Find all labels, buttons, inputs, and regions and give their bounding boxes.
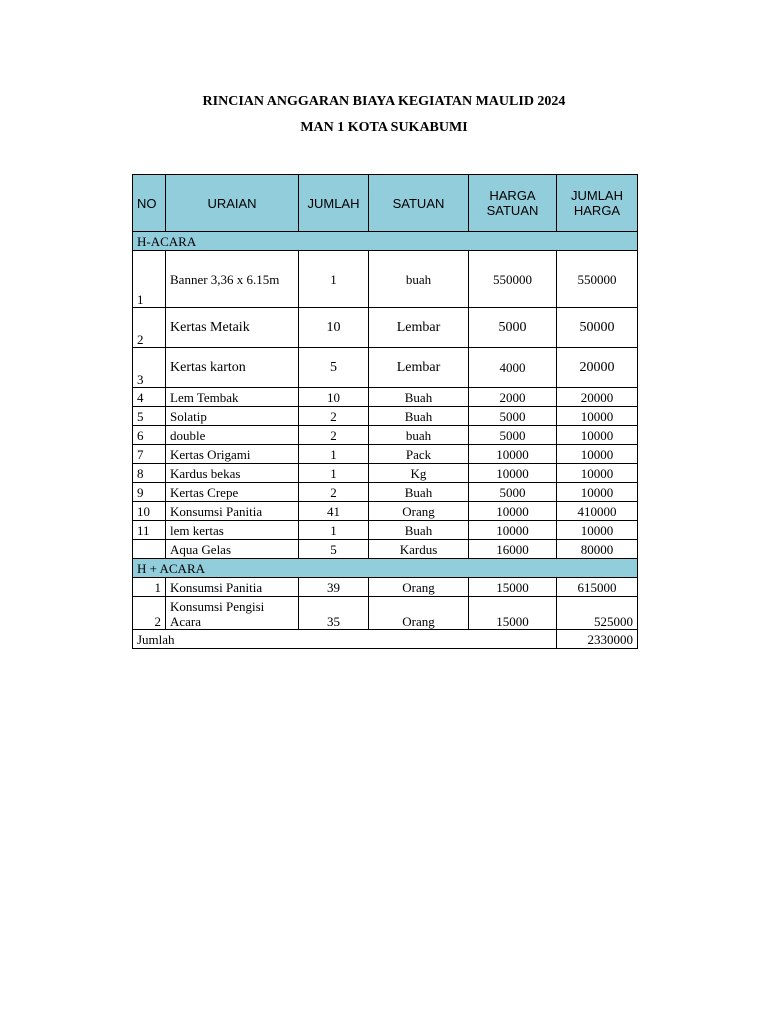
- cell-jumlah: 2: [299, 483, 369, 502]
- table-row: [133, 540, 638, 559]
- section-label-h-plus-acara: H + ACARA: [133, 559, 638, 578]
- cell-harga: 10000: [469, 521, 557, 540]
- cell-total: 20000: [557, 348, 638, 388]
- cell-no: 4: [133, 388, 166, 407]
- cell-harga: 10000: [469, 445, 557, 464]
- budget-table: [132, 174, 638, 649]
- header-no: NO: [133, 175, 166, 232]
- cell-uraian: Solatip: [166, 407, 299, 426]
- section-label-h-acara: H-ACARA: [133, 232, 638, 251]
- table-header-row: [133, 175, 638, 232]
- cell-uraian: Kardus bekas: [166, 464, 299, 483]
- table-row: [133, 388, 638, 407]
- cell-jumlah: 5: [299, 540, 369, 559]
- cell-total: 80000: [557, 540, 638, 559]
- cell-uraian: Aqua Gelas: [166, 540, 299, 559]
- cell-jumlah: 1: [299, 521, 369, 540]
- cell-uraian: Kertas karton: [166, 348, 299, 388]
- cell-no: 1: [133, 251, 166, 308]
- cell-harga: 4000: [469, 348, 557, 388]
- header-jumlah: JUMLAH: [299, 175, 369, 232]
- cell-jumlah: 1: [299, 445, 369, 464]
- cell-total: 10000: [557, 407, 638, 426]
- cell-harga: 5000: [469, 308, 557, 348]
- cell-satuan: Kardus: [369, 540, 469, 559]
- cell-jumlah: 2: [299, 426, 369, 445]
- cell-satuan: Buah: [369, 388, 469, 407]
- cell-no: 2: [133, 308, 166, 348]
- cell-harga: 5000: [469, 483, 557, 502]
- cell-uraian: double: [166, 426, 299, 445]
- table-row: [133, 308, 638, 348]
- cell-total: 10000: [557, 521, 638, 540]
- header-uraian: URAIAN: [166, 175, 299, 232]
- table-row: [133, 251, 638, 308]
- cell-uraian: Lem Tembak: [166, 388, 299, 407]
- cell-uraian: Konsumsi Panitia: [166, 502, 299, 521]
- cell-no: 11: [133, 521, 166, 540]
- cell-jumlah: 39: [299, 578, 369, 597]
- cell-no: 10: [133, 502, 166, 521]
- cell-jumlah: 41: [299, 502, 369, 521]
- cell-total: 550000: [557, 251, 638, 308]
- table-row: [133, 407, 638, 426]
- cell-no: 9: [133, 483, 166, 502]
- cell-satuan: Buah: [369, 521, 469, 540]
- cell-satuan: buah: [369, 426, 469, 445]
- cell-harga: 2000: [469, 388, 557, 407]
- header-jumlah-harga: JUMLAH HARGA: [557, 175, 638, 232]
- cell-satuan: Orang: [369, 502, 469, 521]
- cell-harga: 10000: [469, 464, 557, 483]
- cell-satuan: Buah: [369, 483, 469, 502]
- cell-no: 3: [133, 348, 166, 388]
- section-row: [133, 559, 638, 578]
- cell-uraian: Kertas Origami: [166, 445, 299, 464]
- cell-harga: 16000: [469, 540, 557, 559]
- cell-satuan: Orang: [369, 578, 469, 597]
- cell-harga: 5000: [469, 407, 557, 426]
- cell-satuan: Pack: [369, 445, 469, 464]
- cell-no: [133, 540, 166, 559]
- cell-satuan: Lembar: [369, 308, 469, 348]
- total-label: Jumlah: [133, 630, 557, 649]
- cell-jumlah: 10: [299, 388, 369, 407]
- cell-uraian: lem kertas: [166, 521, 299, 540]
- cell-harga: 10000: [469, 502, 557, 521]
- cell-uraian: Kertas Crepe: [166, 483, 299, 502]
- cell-no: 2: [133, 597, 166, 630]
- cell-harga: 550000: [469, 251, 557, 308]
- cell-total: 50000: [557, 308, 638, 348]
- cell-no: 5: [133, 407, 166, 426]
- cell-uraian: Kertas Metaik: [166, 308, 299, 348]
- cell-total: 10000: [557, 426, 638, 445]
- document-subtitle: MAN 1 KOTA SUKABUMI: [300, 120, 468, 135]
- table-row: [133, 483, 638, 502]
- cell-harga: 5000: [469, 426, 557, 445]
- cell-uraian: Konsumsi Pengisi Acara: [166, 597, 299, 630]
- document-title: RINCIAN ANGGARAN BIAYA KEGIATAN MAULID 2024: [202, 94, 566, 109]
- cell-jumlah: 2: [299, 407, 369, 426]
- section-row: [133, 232, 638, 251]
- cell-jumlah: 1: [299, 251, 369, 308]
- cell-total: 525000: [557, 597, 638, 630]
- cell-uraian: Konsumsi Panitia: [166, 578, 299, 597]
- total-value: 2330000: [557, 630, 638, 649]
- cell-total: 10000: [557, 483, 638, 502]
- cell-total: 615000: [557, 578, 638, 597]
- header-harga-satuan: HARGA SATUAN: [469, 175, 557, 232]
- header-satuan: SATUAN: [369, 175, 469, 232]
- cell-jumlah: 10: [299, 308, 369, 348]
- table-row: [133, 597, 638, 630]
- cell-satuan: buah: [369, 251, 469, 308]
- cell-no: 6: [133, 426, 166, 445]
- table-row: [133, 426, 638, 445]
- cell-jumlah: 1: [299, 464, 369, 483]
- table-row: [133, 502, 638, 521]
- total-row: [133, 630, 638, 649]
- cell-jumlah: 5: [299, 348, 369, 388]
- table-row: [133, 348, 638, 388]
- cell-satuan: Kg: [369, 464, 469, 483]
- cell-jumlah: 35: [299, 597, 369, 630]
- cell-no: 1: [133, 578, 166, 597]
- table-row: [133, 578, 638, 597]
- cell-no: 7: [133, 445, 166, 464]
- cell-total: 10000: [557, 445, 638, 464]
- cell-satuan: Orang: [369, 597, 469, 630]
- cell-total: 410000: [557, 502, 638, 521]
- table-row: [133, 521, 638, 540]
- cell-no: 8: [133, 464, 166, 483]
- table-row: [133, 445, 638, 464]
- cell-satuan: Buah: [369, 407, 469, 426]
- cell-harga: 15000: [469, 578, 557, 597]
- cell-satuan: Lembar: [369, 348, 469, 388]
- cell-total: 10000: [557, 464, 638, 483]
- cell-total: 20000: [557, 388, 638, 407]
- cell-uraian: Banner 3,36 x 6.15m: [166, 251, 299, 308]
- cell-harga: 15000: [469, 597, 557, 630]
- table-row: [133, 464, 638, 483]
